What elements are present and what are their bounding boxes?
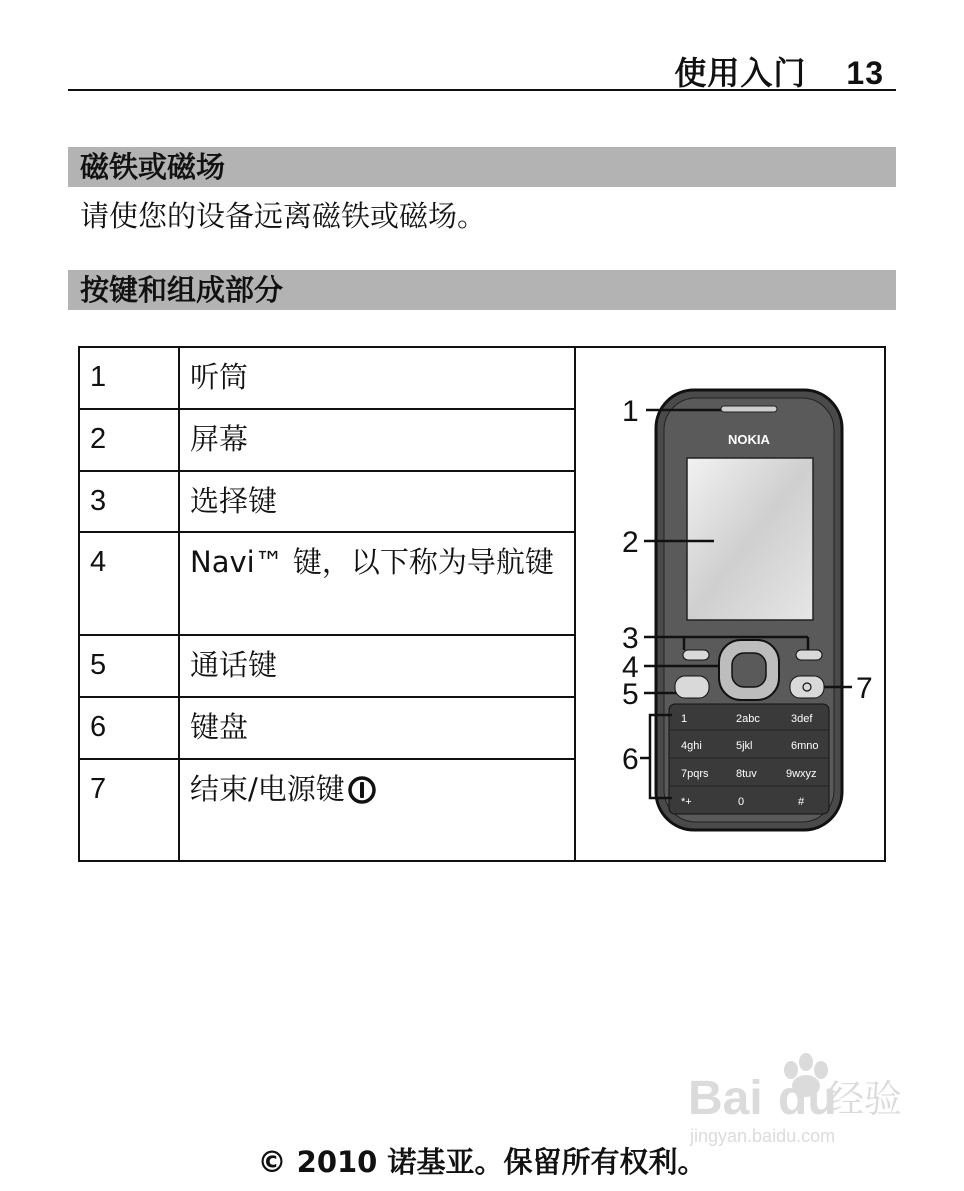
call-key <box>675 676 709 698</box>
phone-illustration-cell <box>575 347 885 861</box>
key-5: 5jkl <box>736 740 753 752</box>
part-label-with-icon <box>179 759 575 861</box>
watermark-url: jingyan.baidu.com <box>690 1126 836 1146</box>
key-hash: # <box>798 796 805 808</box>
part-number: 1 <box>79 347 179 409</box>
part-label: 通话键 <box>179 635 575 697</box>
power-key-icon <box>347 775 377 805</box>
key-star: *+ <box>681 796 692 808</box>
end-key <box>790 676 824 698</box>
callout-3: 3 <box>622 622 639 655</box>
copyright-footer: © 2010 诺基亚。保留所有权利。 <box>257 1145 707 1179</box>
chapter-title: 使用入门 <box>674 54 807 92</box>
key-7: 7pqrs <box>681 768 709 780</box>
callout-5: 5 <box>622 678 639 711</box>
key-4: 4ghi <box>681 740 702 752</box>
part-number: 6 <box>79 697 179 759</box>
navi-center <box>732 653 766 687</box>
header-rule <box>68 89 896 91</box>
phone-screen <box>687 458 813 620</box>
part-label: 结束/电源键 <box>190 771 345 806</box>
watermark-brand: Bai <box>688 1072 763 1125</box>
part-label: 屏幕 <box>179 409 575 471</box>
page-header <box>674 48 884 94</box>
phone-brand: NOKIA <box>728 432 770 447</box>
part-number: 7 <box>79 759 179 861</box>
page-number: 13 <box>846 55 884 91</box>
key-3: 3def <box>791 713 813 725</box>
table-row <box>79 347 885 409</box>
callout-4: 4 <box>622 651 639 684</box>
phone-illustration <box>576 348 924 851</box>
callout-7: 7 <box>856 672 873 705</box>
section-heading-keys-parts: 按键和组成部分 <box>68 270 896 310</box>
watermark-cn: 经验 <box>826 1077 903 1121</box>
key-9: 9wxyz <box>786 768 817 780</box>
part-label: Navi™ 键，以下称为导航键 <box>179 532 575 634</box>
key-0: 0 <box>738 796 745 808</box>
keypad <box>669 704 829 814</box>
earpiece <box>721 406 777 412</box>
parts-table <box>78 346 886 862</box>
key-6: 6mno <box>791 740 819 752</box>
part-number: 4 <box>79 532 179 634</box>
callout-2: 2 <box>622 526 639 559</box>
section-heading-magnets: 磁铁或磁场 <box>68 147 896 187</box>
part-label: 听筒 <box>179 347 575 409</box>
part-label: 键盘 <box>179 697 575 759</box>
callout-1: 1 <box>622 395 639 428</box>
baidu-watermark <box>686 1048 906 1148</box>
part-number: 5 <box>79 635 179 697</box>
part-number: 3 <box>79 471 179 533</box>
key-1: 1 <box>681 713 688 725</box>
key-2: 2abc <box>736 713 760 725</box>
magnets-body-text: 请使您的设备远离磁铁或磁场。 <box>80 199 487 233</box>
callout-6: 6 <box>622 743 639 776</box>
left-select-key <box>683 650 709 660</box>
watermark-brand-2: du <box>778 1072 837 1125</box>
part-label: 选择键 <box>179 471 575 533</box>
key-8: 8tuv <box>736 768 757 780</box>
right-select-key <box>796 650 822 660</box>
part-number: 2 <box>79 409 179 471</box>
